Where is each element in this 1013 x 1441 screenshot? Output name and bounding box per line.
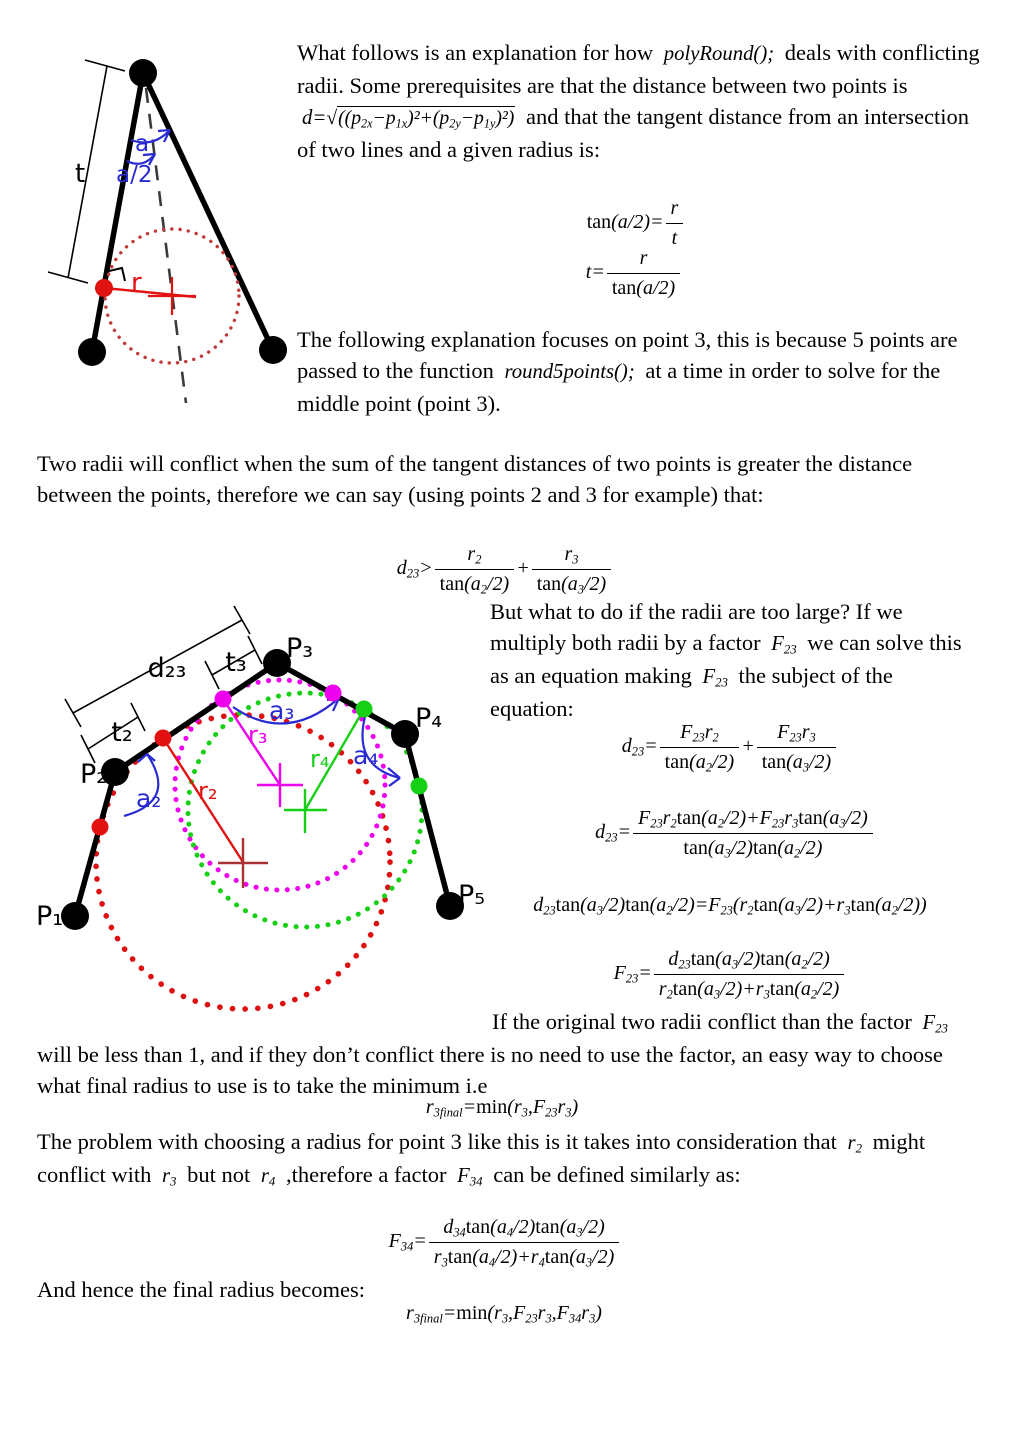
tangent-dot-red-2 (155, 730, 172, 747)
paragraph-original: If the original two radii conflict than the factor $F_{23}$ will be less than 1, and if they don’t conflict there is no need to use the factor, an easy way to choose what final radius to use is to take the minimum i.e (37, 1009, 948, 1098)
formula-d23-eq2: $d_{23}=$ $\frac{F_{23}r_2\tan(a_2/2)+F_{23}r_3\tan(a_3/2)}{\tan(a_3/2)\tan(a_2/2)}$ (585, 806, 885, 861)
label-r3: r₃ (248, 721, 268, 749)
label-a: a (135, 131, 150, 157)
label-t3: t₃ (225, 647, 247, 678)
formula-f23: $F_{23}=$ $\frac{d_{23}\tan(a_3/2)\tan(a_2/2)}{r_2\tan(a_3/2)+r_3\tan(a_2/2)}$ (580, 947, 880, 1002)
tangent-dot-magenta-1 (215, 691, 232, 708)
paragraph-intro: What follows is an explanation for how polyRound(); deals with conflicting radii. Some prerequisites are that the distance between two points is $d=√((p_{2x}-p_{1x})^2+(p_{2y}-p_{1y})^2)$ and that the tangent distance from an intersection of two lines and a given radius is: (297, 40, 980, 162)
measure-line-t (68, 66, 107, 278)
vertex-dot-top (129, 59, 157, 87)
label-r: r (131, 268, 142, 298)
edge-left (92, 73, 143, 352)
label-p2: P₂ (80, 759, 108, 790)
polygon-path (75, 663, 450, 916)
formula-t-def: t= $\frac{r}{\tan(a/2)}$ (484, 246, 784, 301)
center-cross-r2 (218, 838, 268, 888)
label-p5: P₅ (458, 880, 486, 911)
paragraph-hence: And hence the final radius becomes: (37, 1277, 366, 1302)
vertex-dot-bottom-left (78, 338, 106, 366)
right-angle-marker (109, 268, 125, 281)
measure-tick-t3-right (248, 636, 262, 664)
formula-r3-min: $r_{3final}=\min(r_3,F_{23}r_3)$ (425, 1096, 579, 1120)
paragraph-problem: The problem with choosing a radius for point 3 like this is it takes into consideration that $r_2$ might conflict with $r_3$ but not $r_4$ ,therefore a factor $F_{34}$ can be defined similarly as: (37, 1129, 926, 1189)
center-cross-r4 (284, 789, 327, 833)
measure-tick-top (85, 60, 125, 71)
formula-d23-eq3: $d_{23}\tan(a_3/2)\tan(a_2/2)=F_{23}(r_2\tan(a_3/2)+r_3\tan(a_2/2))$ (533, 894, 927, 918)
label-a2: a₂ (136, 784, 162, 813)
paragraph-conflict: Two radii will conflict when the sum of the tangent distances of two points is greater the distance between the points, therefore we can say (using points 2 and 3 for example) that: (37, 451, 913, 507)
label-r2: r₂ (198, 777, 218, 805)
tangent-dot-red-1 (92, 819, 109, 836)
formula-tan-def: tan(a/2)= $\frac{r}{t}$ (486, 196, 786, 251)
tangent-dot-green-1 (356, 701, 373, 718)
paragraph-focus: The following explanation focuses on point 3, this is because 5 points are passed to the function round5points(); at a time in order to solve for the middle point (point 3). (297, 327, 958, 416)
label-r4: r₄ (310, 745, 330, 773)
center-cross-r3 (257, 763, 303, 807)
diagram-polygon (30, 598, 500, 1038)
edge-right (143, 73, 273, 350)
label-p4: P₄ (415, 703, 443, 734)
formula-f34: $F_{34}=$ $\frac{d_{34}\tan(a_4/2)\tan(a_3/2)}{r_3\tan(a_4/2)+r_4\tan(a_3/2)}$ (355, 1215, 655, 1270)
vertex-dot-bottom-right (259, 336, 287, 364)
formula-r3-final: $r_{3final}=\min(r_3,F_{23}r_3,F_{34}r_3)$ (406, 1302, 602, 1326)
tangent-dot-magenta-2 (325, 685, 342, 702)
measure-tick-t3-left (205, 661, 219, 689)
tangent-point-dot (95, 279, 113, 297)
measure-tick-d23-right (234, 606, 250, 634)
label-t: t (75, 159, 86, 189)
measure-tick-t2-right (131, 703, 145, 731)
diagram-tangent (30, 40, 310, 430)
measure-tick-d23-left (65, 699, 81, 727)
vertex-dot-p1 (61, 902, 89, 930)
tangent-dot-green-2 (411, 778, 428, 795)
label-a-half: a/2 (116, 162, 153, 188)
label-d23: d₂₃ (147, 653, 187, 684)
formula-d23-eq1: $d_{23}=$ $\frac{F_{23}r_2}{\tan(a_2/2)}$ + $\frac{F_{23}r_3}{\tan(a_3/2)}$ (580, 720, 880, 775)
label-t2: t₂ (111, 717, 133, 748)
label-a4: a₄ (353, 741, 379, 770)
formula-d23-gt: $d_{23}>$ $\frac{r_2}{\tan(a_2/2)}$ + $\frac{r_3}{\tan(a_3/2)}$ (355, 542, 655, 597)
label-p1: P₁ (36, 901, 64, 932)
paragraph-too-large: But what to do if the radii are too large? If we multiply both radii by a factor $F_{23}$ we can solve this as an equation making $F_{23}$ the subject of the equation: (490, 599, 962, 721)
label-a3: a₃ (269, 696, 295, 725)
label-p3: P₃ (286, 633, 314, 664)
